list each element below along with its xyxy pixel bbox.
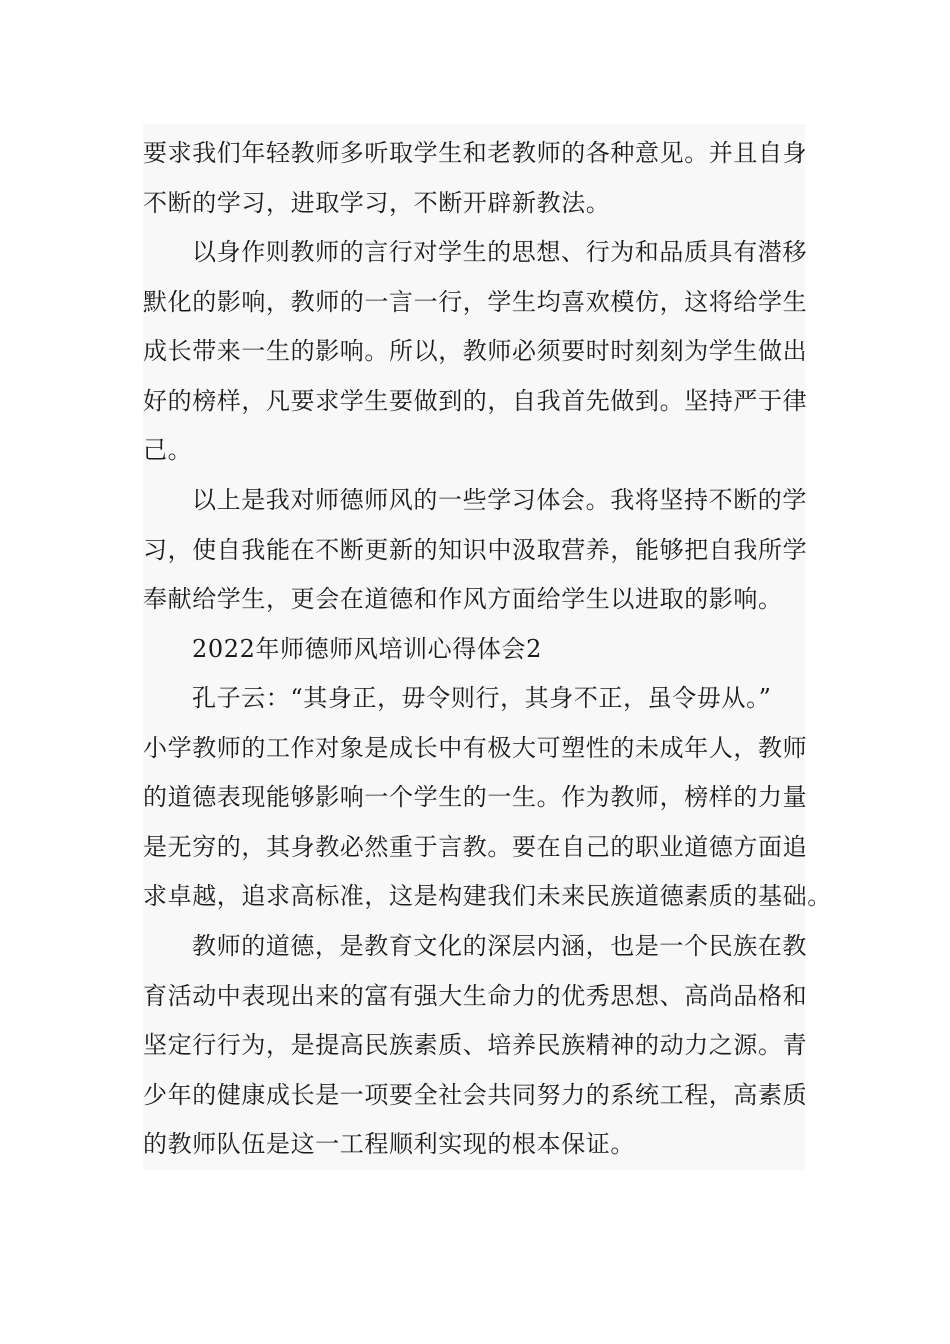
text-line: 不断的学习，进取学习，不断开辟新教法。 bbox=[143, 189, 611, 217]
text-line: 求卓越，追求高标准，这是构建我们未来民族道德素质的基础。 bbox=[143, 882, 832, 910]
text-line: 以上是我对师德师风的一些学习体会。我将坚持不断的学 bbox=[192, 486, 807, 514]
text-line: 的道德表现能够影响一个学生的一生。作为教师，榜样的力量 bbox=[143, 783, 808, 811]
text-line: 坚定行行为，是提高民族素质、培养民族精神的动力之源。青 bbox=[143, 1031, 808, 1059]
text-line: 的教师队伍是这一工程顺利实现的根本保证。 bbox=[143, 1130, 635, 1158]
text-line: 少年的健康成长是一项要全社会共同努力的系统工程，高素质 bbox=[143, 1081, 808, 1109]
text-line: 小学教师的工作对象是成长中有极大可塑性的未成年人，教师 bbox=[143, 734, 808, 762]
text-line: 教师的道德，是教育文化的深层内涵，也是一个民族在教 bbox=[192, 932, 807, 960]
document-page bbox=[143, 124, 832, 1170]
text-line: 己。 bbox=[143, 436, 193, 464]
text-line: 好的榜样，凡要求学生要做到的，自我首先做到。坚持严于律 bbox=[143, 387, 808, 415]
text-line: 是无穷的，其身教必然重于言教。要在自己的职业道德方面追 bbox=[143, 833, 808, 861]
section-heading: 2022年师德师风培训心得体会2 bbox=[192, 635, 542, 663]
text-line: 以身作则教师的言行对学生的思想、行为和品质具有潜移 bbox=[192, 238, 807, 266]
text-line: 奉献给学生，更会在道德和作风方面给学生以进取的影响。 bbox=[143, 585, 783, 613]
text-line: 要求我们年轻教师多听取学生和老教师的各种意见。并且自身 bbox=[143, 139, 808, 167]
text-line: 习，使自我能在不断更新的知识中汲取营养，能够把自我所学 bbox=[143, 536, 808, 564]
text-line: 成长带来一生的影响。所以，教师必须要时时刻刻为学生做出 bbox=[143, 337, 808, 365]
text-line: 育活动中表现出来的富有强大生命力的优秀思想、高尚品格和 bbox=[143, 982, 808, 1010]
text-line: 孔子云：“其身正，毋令则行，其身不正，虽令毋从。” bbox=[192, 684, 772, 712]
text-line: 默化的影响，教师的一言一行，学生均喜欢模仿，这将给学生 bbox=[143, 288, 808, 316]
